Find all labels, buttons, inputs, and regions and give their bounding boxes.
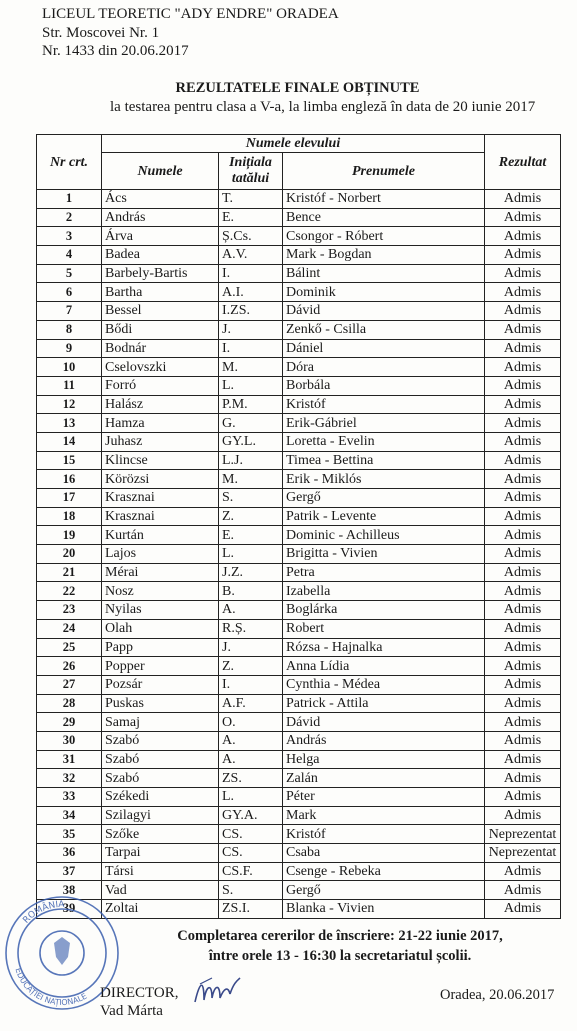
- header-student-name-group: Numele elevului: [102, 135, 485, 153]
- registration-number: Nr. 1433 din 20.06.2017: [42, 43, 189, 59]
- table-row: [37, 320, 561, 339]
- row-first-name: Bence: [283, 208, 485, 227]
- header-nr-crt: Nr crt.: [37, 135, 102, 190]
- row-first-name: András: [283, 731, 485, 750]
- row-number: 10: [37, 358, 102, 377]
- row-first-name: Izabella: [283, 582, 485, 601]
- row-father-initial: I.: [219, 339, 283, 358]
- row-surname: Körözsi: [102, 470, 219, 489]
- row-result: Admis: [485, 545, 561, 564]
- row-result: Admis: [485, 507, 561, 526]
- place-and-date: Oradea, 20.06.2017: [440, 987, 555, 1003]
- row-result: Admis: [485, 320, 561, 339]
- row-first-name: Patrik - Levente: [283, 507, 485, 526]
- row-first-name: Dóra: [283, 358, 485, 377]
- row-first-name: Gergő: [283, 489, 485, 508]
- row-number: 30: [37, 731, 102, 750]
- table-row: [37, 694, 561, 713]
- row-father-initial: Z.: [219, 507, 283, 526]
- row-first-name: Erik - Miklós: [283, 470, 485, 489]
- row-number: 7: [37, 302, 102, 321]
- row-result: Admis: [485, 713, 561, 732]
- row-first-name: Dominic - Achilleus: [283, 526, 485, 545]
- row-result: Admis: [485, 227, 561, 246]
- row-father-initial: S.: [219, 489, 283, 508]
- row-number: 24: [37, 619, 102, 638]
- table-row: [37, 844, 561, 863]
- row-number: 6: [37, 283, 102, 302]
- table-row: [37, 395, 561, 414]
- table-row: [37, 339, 561, 358]
- row-number: 2: [37, 208, 102, 227]
- row-first-name: Kristóf: [283, 825, 485, 844]
- row-result: Admis: [485, 657, 561, 676]
- row-number: 15: [37, 451, 102, 470]
- header-rezultat: Rezultat: [485, 135, 561, 190]
- row-number: 5: [37, 264, 102, 283]
- row-result: Admis: [485, 769, 561, 788]
- row-first-name: Timea - Bettina: [283, 451, 485, 470]
- enrollment-dates: Completarea cererilor de înscriere: 21-22 iunie 2017,: [177, 928, 503, 944]
- row-first-name: Bálint: [283, 264, 485, 283]
- row-surname: Bődi: [102, 320, 219, 339]
- row-result: Admis: [485, 881, 561, 900]
- director-name: Vad Márta: [100, 1003, 163, 1019]
- row-surname: Krasznai: [102, 489, 219, 508]
- row-number: 34: [37, 806, 102, 825]
- row-number: 22: [37, 582, 102, 601]
- row-surname: Halász: [102, 395, 219, 414]
- row-number: 16: [37, 470, 102, 489]
- row-father-initial: CS.F.: [219, 862, 283, 881]
- row-father-initial: E.: [219, 526, 283, 545]
- row-surname: Árva: [102, 227, 219, 246]
- table-row: [37, 731, 561, 750]
- row-surname: Cselovszki: [102, 358, 219, 377]
- row-first-name: Dominik: [283, 283, 485, 302]
- row-father-initial: Ș.Cs.: [219, 227, 283, 246]
- row-father-initial: GY.A.: [219, 806, 283, 825]
- row-father-initial: O.: [219, 713, 283, 732]
- row-first-name: Erik-Gábriel: [283, 414, 485, 433]
- table-row: [37, 769, 561, 788]
- row-surname: Vad: [102, 881, 219, 900]
- row-first-name: Dávid: [283, 713, 485, 732]
- row-result: Neprezentat: [485, 825, 561, 844]
- row-first-name: Kristóf: [283, 395, 485, 414]
- row-first-name: Blanka - Vivien: [283, 900, 485, 919]
- row-surname: Lajos: [102, 545, 219, 564]
- row-result: Admis: [485, 190, 561, 209]
- row-result: Admis: [485, 619, 561, 638]
- row-father-initial: A.: [219, 731, 283, 750]
- header-initiala-line2: tatălui: [231, 171, 270, 186]
- row-first-name: Péter: [283, 788, 485, 807]
- row-father-initial: J.: [219, 638, 283, 657]
- row-number: 37: [37, 862, 102, 881]
- row-first-name: Brigitta - Vivien: [283, 545, 485, 564]
- table-row: [37, 264, 561, 283]
- row-number: 14: [37, 432, 102, 451]
- row-result: Admis: [485, 246, 561, 265]
- row-number: 23: [37, 601, 102, 620]
- row-father-initial: E.: [219, 208, 283, 227]
- row-number: 18: [37, 507, 102, 526]
- row-surname: Bodnár: [102, 339, 219, 358]
- row-result: Admis: [485, 731, 561, 750]
- row-number: 9: [37, 339, 102, 358]
- row-father-initial: M.: [219, 358, 283, 377]
- row-father-initial: L.: [219, 788, 283, 807]
- row-father-initial: ZS.I.: [219, 900, 283, 919]
- row-result: Admis: [485, 750, 561, 769]
- table-row: [37, 526, 561, 545]
- row-surname: Zoltai: [102, 900, 219, 919]
- enrollment-hours: între orele 13 - 16:30 la secretariatul școlii.: [208, 948, 472, 964]
- row-father-initial: M.: [219, 470, 283, 489]
- director-signature-icon: [190, 972, 245, 1012]
- row-result: Admis: [485, 489, 561, 508]
- row-result: Admis: [485, 563, 561, 582]
- row-number: 27: [37, 675, 102, 694]
- row-first-name: Csenge - Rebeka: [283, 862, 485, 881]
- row-first-name: Dávid: [283, 302, 485, 321]
- table-row: [37, 358, 561, 377]
- stamp-text-top: ROMÂNIA: [21, 899, 65, 926]
- row-number: 4: [37, 246, 102, 265]
- row-result: Admis: [485, 376, 561, 395]
- row-first-name: Petra: [283, 563, 485, 582]
- document-title: REZULTATELE FINALE OBȚINUTE: [175, 80, 420, 96]
- row-number: 25: [37, 638, 102, 657]
- row-surname: Popper: [102, 657, 219, 676]
- row-number: 32: [37, 769, 102, 788]
- row-first-name: Borbála: [283, 376, 485, 395]
- table-row: [37, 432, 561, 451]
- row-first-name: Anna Lídia: [283, 657, 485, 676]
- table-row: [37, 489, 561, 508]
- row-surname: Szabó: [102, 750, 219, 769]
- table-row: [37, 414, 561, 433]
- row-first-name: Cynthia - Médea: [283, 675, 485, 694]
- row-surname: Székedi: [102, 788, 219, 807]
- table-row: [37, 246, 561, 265]
- row-father-initial: J.Z.: [219, 563, 283, 582]
- row-result: Admis: [485, 395, 561, 414]
- row-surname: Samaj: [102, 713, 219, 732]
- table-row: [37, 750, 561, 769]
- document-subtitle: la testarea pentru clasa a V-a, la limba engleză în data de 20 iunie 2017: [110, 99, 536, 115]
- row-father-initial: A.F.: [219, 694, 283, 713]
- row-surname: Mérai: [102, 563, 219, 582]
- table-row: [37, 675, 561, 694]
- row-result: Admis: [485, 451, 561, 470]
- row-result: Admis: [485, 526, 561, 545]
- row-number: 35: [37, 825, 102, 844]
- row-result: Admis: [485, 582, 561, 601]
- row-result: Admis: [485, 470, 561, 489]
- row-surname: Pozsár: [102, 675, 219, 694]
- row-first-name: Helga: [283, 750, 485, 769]
- row-father-initial: P.M.: [219, 395, 283, 414]
- row-result: Admis: [485, 788, 561, 807]
- row-first-name: Dániel: [283, 339, 485, 358]
- row-result: Admis: [485, 638, 561, 657]
- row-number: 38: [37, 881, 102, 900]
- row-number: 11: [37, 376, 102, 395]
- table-row: [37, 601, 561, 620]
- table-row: [37, 619, 561, 638]
- table-row: [37, 825, 561, 844]
- row-result: Admis: [485, 283, 561, 302]
- director-title: DIRECTOR,: [100, 985, 179, 1001]
- row-father-initial: B.: [219, 582, 283, 601]
- table-row: [37, 806, 561, 825]
- row-father-initial: I.: [219, 264, 283, 283]
- table-row: [37, 283, 561, 302]
- row-result: Admis: [485, 302, 561, 321]
- row-number: 19: [37, 526, 102, 545]
- row-first-name: Csaba: [283, 844, 485, 863]
- row-result: Admis: [485, 900, 561, 919]
- row-number: 1: [37, 190, 102, 209]
- row-surname: Krasznai: [102, 507, 219, 526]
- row-result: Admis: [485, 414, 561, 433]
- table-row: [37, 638, 561, 657]
- row-surname: András: [102, 208, 219, 227]
- row-first-name: Mark: [283, 806, 485, 825]
- row-number: 26: [37, 657, 102, 676]
- table-row: [37, 470, 561, 489]
- row-result: Admis: [485, 208, 561, 227]
- row-number: 12: [37, 395, 102, 414]
- table-row: [37, 507, 561, 526]
- row-first-name: Gergő: [283, 881, 485, 900]
- row-first-name: Csongor - Róbert: [283, 227, 485, 246]
- row-father-initial: R.Ș.: [219, 619, 283, 638]
- table-row: [37, 190, 561, 209]
- row-result: Admis: [485, 358, 561, 377]
- row-number: 8: [37, 320, 102, 339]
- results-table-body: [37, 190, 561, 919]
- row-number: 33: [37, 788, 102, 807]
- row-number: 29: [37, 713, 102, 732]
- table-row: [37, 227, 561, 246]
- coat-of-arms-icon: [54, 937, 70, 965]
- row-first-name: Robert: [283, 619, 485, 638]
- row-number: 39: [37, 900, 102, 919]
- row-father-initial: A.I.: [219, 283, 283, 302]
- row-father-initial: A.V.: [219, 246, 283, 265]
- table-row: [37, 788, 561, 807]
- row-surname: Nyilas: [102, 601, 219, 620]
- row-first-name: Zalán: [283, 769, 485, 788]
- school-name: LICEUL TEORETIC "ADY ENDRE" ORADEA: [42, 6, 339, 22]
- row-surname: Ács: [102, 190, 219, 209]
- row-surname: Tarpai: [102, 844, 219, 863]
- row-surname: Társi: [102, 862, 219, 881]
- row-result: Admis: [485, 675, 561, 694]
- row-result: Admis: [485, 264, 561, 283]
- row-result: Admis: [485, 806, 561, 825]
- row-number: 28: [37, 694, 102, 713]
- stamp-text-bottom: EDUCAȚIEI NAȚIONALE: [13, 966, 89, 1008]
- row-surname: Klincse: [102, 451, 219, 470]
- row-surname: Papp: [102, 638, 219, 657]
- row-surname: Badea: [102, 246, 219, 265]
- table-row: [37, 545, 561, 564]
- row-father-initial: I.ZS.: [219, 302, 283, 321]
- row-surname: Juhasz: [102, 432, 219, 451]
- row-surname: Puskas: [102, 694, 219, 713]
- row-father-initial: J.: [219, 320, 283, 339]
- row-surname: Szőke: [102, 825, 219, 844]
- table-row: [37, 582, 561, 601]
- header-prenumele: Prenumele: [283, 153, 485, 190]
- row-first-name: Rózsa - Hajnalka: [283, 638, 485, 657]
- row-number: 21: [37, 563, 102, 582]
- row-father-initial: S.: [219, 881, 283, 900]
- row-number: 36: [37, 844, 102, 863]
- table-row: [37, 657, 561, 676]
- row-result: Admis: [485, 339, 561, 358]
- row-first-name: Kristóf - Norbert: [283, 190, 485, 209]
- row-number: 13: [37, 414, 102, 433]
- row-father-initial: ZS.: [219, 769, 283, 788]
- table-row: [37, 713, 561, 732]
- header-initiala: [219, 153, 283, 190]
- header-initiala-line1: Inițiala: [229, 155, 272, 170]
- row-result: Admis: [485, 432, 561, 451]
- row-father-initial: CS.: [219, 844, 283, 863]
- row-father-initial: A.: [219, 601, 283, 620]
- row-number: 20: [37, 545, 102, 564]
- table-row: [37, 862, 561, 881]
- row-father-initial: GY.L.: [219, 432, 283, 451]
- header-numele: Numele: [102, 153, 219, 190]
- table-row: [37, 563, 561, 582]
- row-father-initial: I.: [219, 675, 283, 694]
- row-result: Admis: [485, 862, 561, 881]
- row-father-initial: L.: [219, 376, 283, 395]
- row-first-name: Patrick - Attila: [283, 694, 485, 713]
- row-number: 31: [37, 750, 102, 769]
- row-surname: Szilagyi: [102, 806, 219, 825]
- row-surname: Olah: [102, 619, 219, 638]
- row-surname: Kurtán: [102, 526, 219, 545]
- row-surname: Szabó: [102, 769, 219, 788]
- row-surname: Hamza: [102, 414, 219, 433]
- school-address: Str. Moscovei Nr. 1: [42, 25, 160, 41]
- row-result: Admis: [485, 601, 561, 620]
- row-father-initial: G.: [219, 414, 283, 433]
- row-surname: Nosz: [102, 582, 219, 601]
- row-surname: Bartha: [102, 283, 219, 302]
- row-father-initial: L.: [219, 545, 283, 564]
- row-father-initial: T.: [219, 190, 283, 209]
- row-father-initial: L.J.: [219, 451, 283, 470]
- table-row: [37, 208, 561, 227]
- results-table: [36, 134, 561, 919]
- row-father-initial: CS.: [219, 825, 283, 844]
- row-first-name: Boglárka: [283, 601, 485, 620]
- table-row: [37, 376, 561, 395]
- row-first-name: Mark - Bogdan: [283, 246, 485, 265]
- table-row: [37, 302, 561, 321]
- row-first-name: Zenkő - Csilla: [283, 320, 485, 339]
- row-surname: Szabó: [102, 731, 219, 750]
- row-father-initial: A.: [219, 750, 283, 769]
- row-surname: Forró: [102, 376, 219, 395]
- row-father-initial: Z.: [219, 657, 283, 676]
- table-row: [37, 451, 561, 470]
- row-number: 17: [37, 489, 102, 508]
- row-result: Admis: [485, 694, 561, 713]
- row-first-name: Loretta - Evelin: [283, 432, 485, 451]
- row-surname: Barbely-Bartis: [102, 264, 219, 283]
- row-surname: Bessel: [102, 302, 219, 321]
- row-result: Neprezentat: [485, 844, 561, 863]
- row-number: 3: [37, 227, 102, 246]
